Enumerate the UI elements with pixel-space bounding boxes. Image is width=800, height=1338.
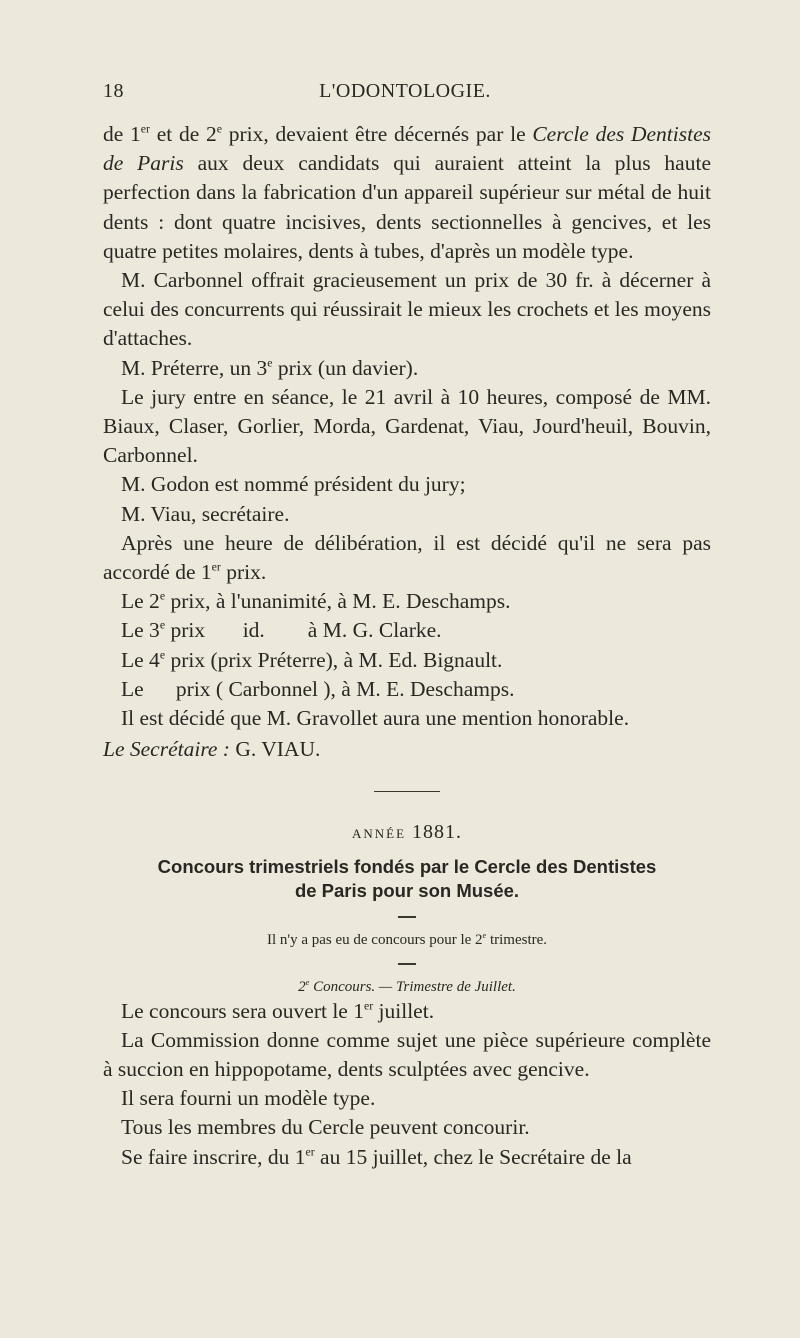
trimester-note: Il n'y a pas eu de concours pour le 2e trimestre.	[266, 930, 548, 948]
short-dash	[398, 916, 416, 918]
page-number: 18	[103, 80, 124, 102]
prize-line-4: Le 4e prix (prix Préterre), à M. Ed. Bignault.	[121, 647, 503, 672]
paragraph-mention: Il est décidé que M. Gravollet aura une mention honorable.	[121, 706, 630, 731]
paragraph-president: M. Godon est nommé président du jury;	[121, 472, 466, 497]
paragraph-ouverture: Le concours sera ouvert le 1er juillet.	[121, 998, 435, 1023]
paragraph-carbonnel: M. Carbonnel offrait gracieusement un prix de 30 fr. à décerner à celui des concurrents qui réussirait le mieux les crochets et les moyens d'attaches.	[103, 268, 711, 351]
prize-line-carbonnel: Le prix ( Carbonnel ), à M. E. Deschamps.	[121, 676, 515, 701]
paragraph-modele: Il sera fourni un modèle type.	[121, 1086, 376, 1111]
paragraph-preterre: M. Préterre, un 3e prix (un davier).	[121, 355, 419, 380]
prize-line-2: Le 2e prix, à l'unanimité, à M. E. Deschamps.	[121, 588, 511, 614]
paragraph-sujet: La Commission donne comme sujet une pièce supérieure complète à succion en hippopotame, dents sculptées avec gencive.	[103, 1027, 711, 1082]
section-divider	[374, 791, 440, 792]
concours-subheading: 2e Concours. — Trimestre de Juillet.	[298, 977, 516, 995]
paragraph-inscription: Se faire inscrire, du 1er au 15 juillet, chez le Secrétaire de la	[121, 1144, 632, 1169]
annee-heading: ANNÉE 1881.	[351, 821, 463, 844]
paragraph-deliberation: Après une heure de délibération, il est décidé qu'il ne sera pas accordé de 1er prix.	[103, 530, 711, 585]
paragraph-prizes: de 1er et de 2e prix, devaient être décernés par le Cercle des Dentistes de Paris aux deux candidats qui auraient atteint la plus haute perfection dans la fabrication d'un appareil supérieur sur métal de huit dents : dont quatre incisives, dents sectionnelles à gencives, et les quatre petites molaires, dents à tubes, d'après un modèle type.	[103, 121, 711, 263]
paragraph-secretaire: M. Viau, secrétaire.	[121, 501, 290, 526]
prize-line-3: Le 3e prix id. à M. G. Clarke.	[121, 618, 442, 643]
page-body	[103, 120, 711, 1172]
concours-title: Concours trimestriels fondés par le Cercle des Dentistes de Paris pour son Musée.	[157, 855, 657, 901]
running-title: L'ODONTOLOGIE.	[319, 80, 491, 102]
paragraph-jury: Le jury entre en séance, le 21 avril à 10 heures, composé de MM. Biaux, Claser, Gorlier, Morda, Gardenat, Viau, Jourd'heuil, Bouvin, Carbonnel.	[103, 384, 711, 468]
short-dash-2	[398, 963, 416, 965]
paragraph-membres: Tous les membres du Cercle peuvent concourir.	[121, 1115, 530, 1140]
signature: Le Secrétaire : G. VIAU.	[103, 737, 321, 762]
cercle-name: Cercle des Dentistes de Paris	[103, 122, 711, 176]
